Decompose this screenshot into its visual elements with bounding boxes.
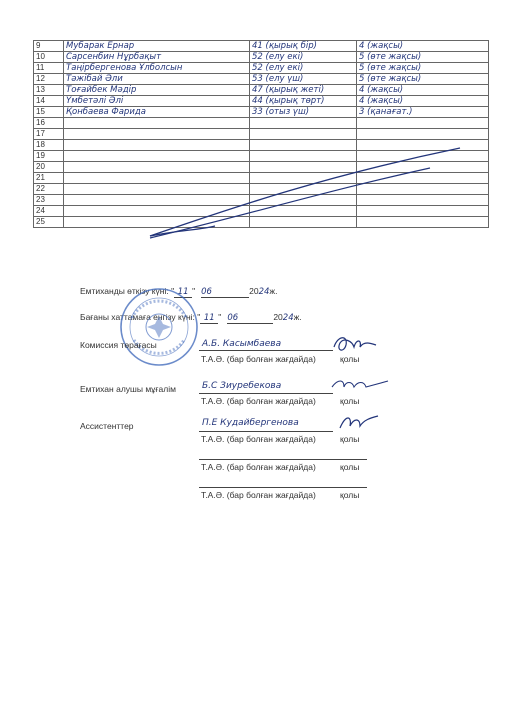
chair-caption-sign: қолы xyxy=(340,354,360,364)
examiner-name-line xyxy=(199,393,333,394)
row-number: 11 xyxy=(34,63,64,74)
row-number: 24 xyxy=(34,206,64,217)
row-number: 20 xyxy=(34,162,64,173)
chair-label: Комиссия төрағасы xyxy=(80,340,157,350)
student-name: Тоғайбек Мәдір xyxy=(64,85,250,96)
row-number: 22 xyxy=(34,184,64,195)
student-grade: 5 (өте жақсы) xyxy=(357,63,489,74)
row-number: 15 xyxy=(34,107,64,118)
exam-date-label: Емтиханды өткізу күні: " xyxy=(80,286,175,296)
assistant1-caption-sign: қолы xyxy=(340,434,360,444)
row-number: 18 xyxy=(34,140,64,151)
exam-date-year-prefix: 20 xyxy=(249,286,259,296)
student-name: Үмбетәлі Әлі xyxy=(64,96,250,107)
examiner-caption-name: Т.А.Ә. (бар болған жағдайда) xyxy=(201,396,316,406)
student-score: 44 (қырық төрт) xyxy=(250,96,357,107)
row-number: 12 xyxy=(34,74,64,85)
student-grade: 3 (қанағат.) xyxy=(357,107,489,118)
student-score: 47 (қырық жеті) xyxy=(250,85,357,96)
student-score: 52 (елу екі) xyxy=(250,63,357,74)
entry-date-label: Бағаны хаттамаға енгізу күні: " xyxy=(80,312,201,322)
entry-date-line: Бағаны хаттамаға енгізу күні: " 11 " 06 2024ж. xyxy=(80,312,302,323)
entry-date-day: 11 xyxy=(200,313,218,324)
student-score: 53 (елу үш) xyxy=(250,74,357,85)
assistant1-caption-name: Т.А.Ә. (бар болған жағдайда) xyxy=(201,434,316,444)
assistant2-caption-sign: қолы xyxy=(340,462,360,472)
student-score: 52 (елу екі) xyxy=(250,52,357,63)
examiner-label: Емтихан алушы мұғалім xyxy=(80,384,176,394)
student-grade: 5 (өте жақсы) xyxy=(357,52,489,63)
chair-caption-name: Т.А.Ә. (бар болған жағдайда) xyxy=(201,354,316,364)
row-number: 16 xyxy=(34,118,64,129)
assistant3-caption-sign: қолы xyxy=(340,490,360,500)
chair-name: А.Б. Касымбаева xyxy=(202,339,282,349)
assistant1-name: П.Е Кудайбергенова xyxy=(202,418,299,428)
student-score: 33 (отыз үш) xyxy=(250,107,357,118)
row-number: 21 xyxy=(34,173,64,184)
row-number: 23 xyxy=(34,195,64,206)
student-grade: 4 (жақсы) xyxy=(357,96,489,107)
student-name: Тәжібай Әли xyxy=(64,74,250,85)
student-name: Мубарак Ернар xyxy=(64,41,250,52)
row-number: 19 xyxy=(34,151,64,162)
entry-date-suffix: ж. xyxy=(293,312,302,322)
chair-name-line xyxy=(199,350,333,351)
strike-line-upper xyxy=(150,148,460,236)
student-grade: 4 (жақсы) xyxy=(357,41,489,52)
row-number: 17 xyxy=(34,129,64,140)
exam-date-line: Емтиханды өткізу күні: " 11 " 06 2024ж. xyxy=(80,286,278,297)
assistant1-signature xyxy=(336,412,382,436)
row-number: 9 xyxy=(34,41,64,52)
assistant2-name-line xyxy=(199,459,367,460)
student-name: Қонбаева Фарида xyxy=(64,107,250,118)
examiner-name: Б.С Зиуребекова xyxy=(202,381,282,391)
student-grade: 5 (өте жақсы) xyxy=(357,74,489,85)
row-number: 14 xyxy=(34,96,64,107)
assistant2-caption-name: Т.А.Ә. (бар болған жағдайда) xyxy=(201,462,316,472)
entry-date-year-suffix: 24 xyxy=(282,313,294,323)
examiner-signature xyxy=(330,375,390,397)
exam-date-day: 11 xyxy=(174,287,192,298)
student-name: Сарсенбин Нұрбақыт xyxy=(64,52,250,63)
row-number: 13 xyxy=(34,85,64,96)
entry-date-month: 06 xyxy=(227,313,273,324)
student-score: 41 (қырық бір) xyxy=(250,41,357,52)
exam-date-suffix: ж. xyxy=(269,286,278,296)
assistant3-caption-name: Т.А.Ә. (бар болған жағдайда) xyxy=(201,490,316,500)
student-name: Таңірбергенова Ұлболсын xyxy=(64,63,250,74)
strike-line-lower xyxy=(150,168,430,238)
row-number: 10 xyxy=(34,52,64,63)
official-stamp xyxy=(118,286,200,368)
exam-date-year-suffix: 24 xyxy=(258,287,270,297)
exam-date-month: 06 xyxy=(201,287,249,298)
assistants-label: Ассистенттер xyxy=(80,421,134,431)
row-number: 25 xyxy=(34,217,64,228)
entry-date-year-prefix: 20 xyxy=(273,312,283,322)
strike-hook xyxy=(150,226,215,236)
assistant1-name-line xyxy=(199,431,333,432)
student-grade: 4 (жақсы) xyxy=(357,85,489,96)
assistant3-name-line xyxy=(199,487,367,488)
examiner-caption-sign: қолы xyxy=(340,396,360,406)
chair-signature xyxy=(330,333,380,357)
